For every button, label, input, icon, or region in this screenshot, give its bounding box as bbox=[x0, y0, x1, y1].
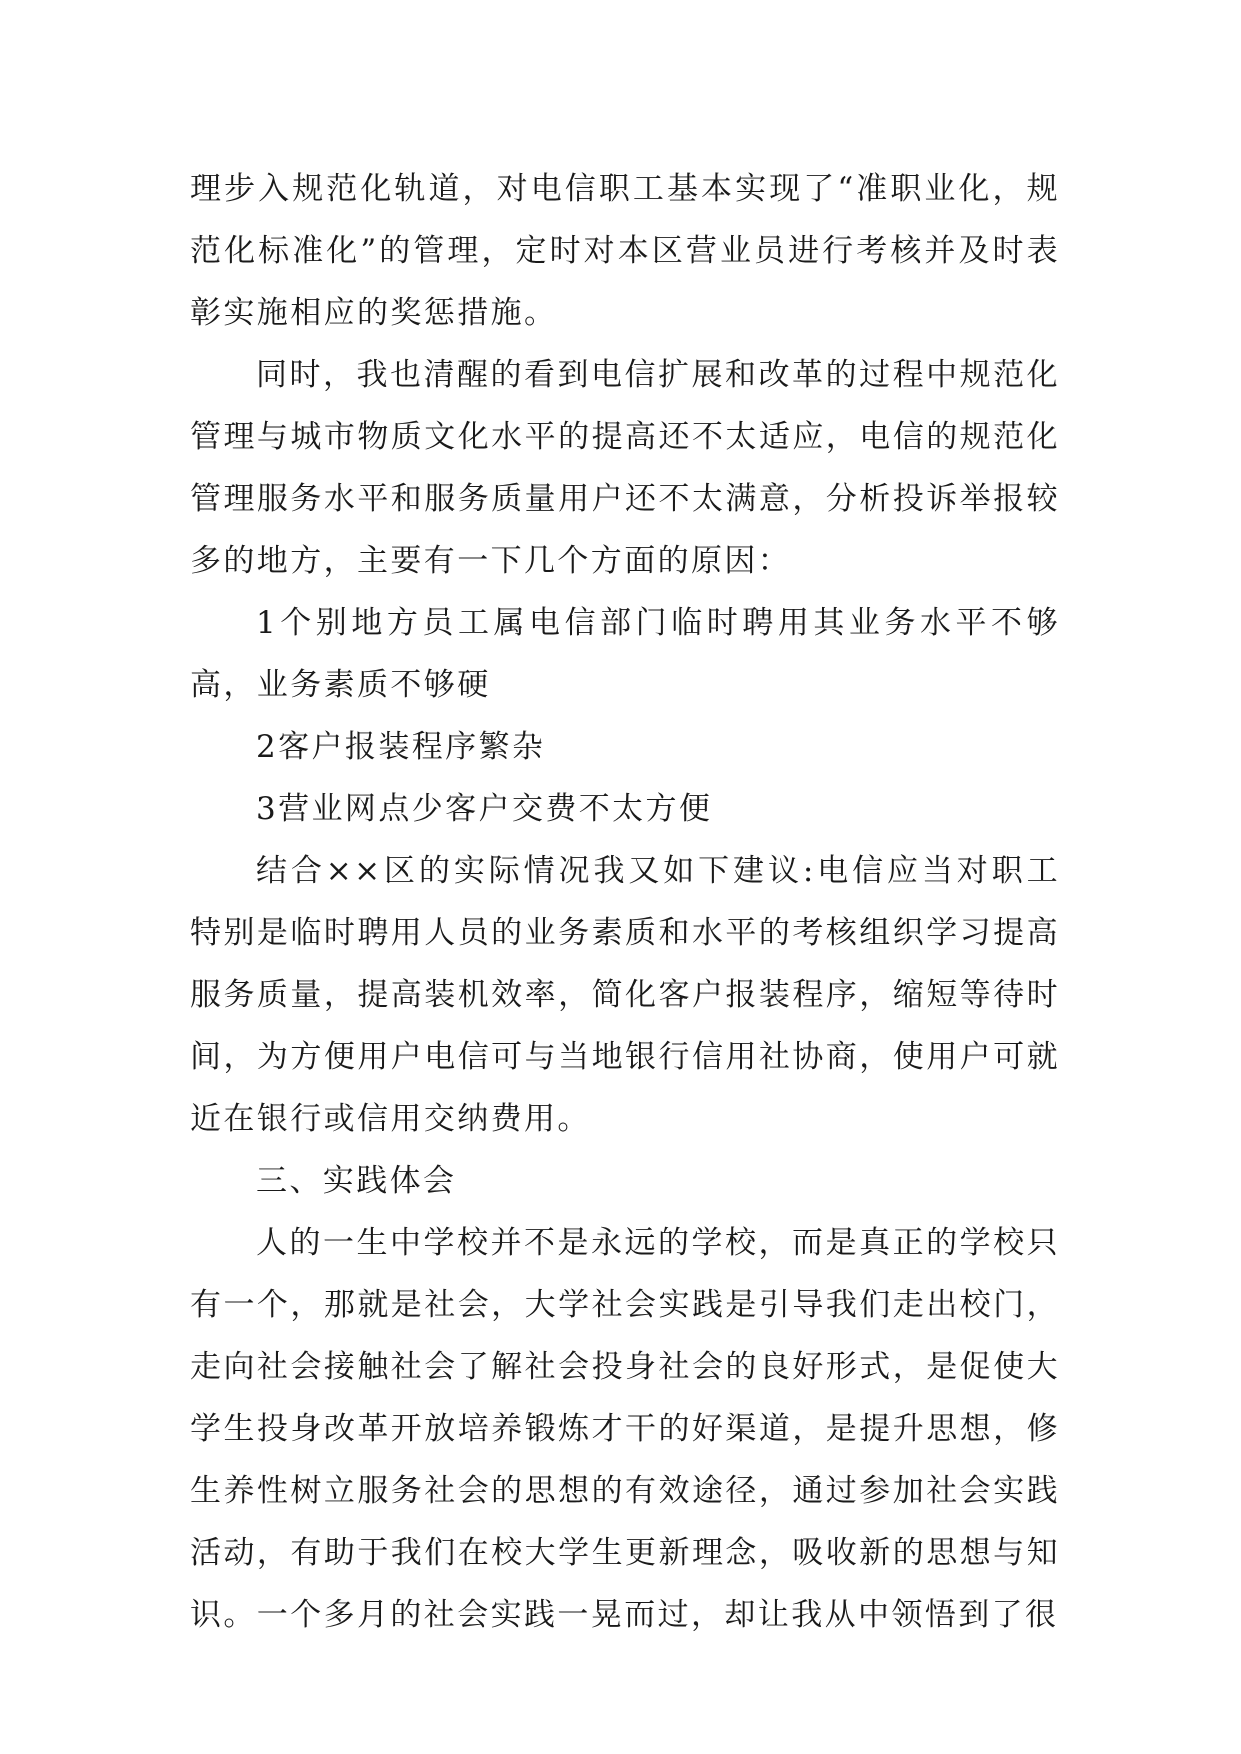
paragraph-experience: 人的一生中学校并不是永远的学校，而是真正的学校只有一个，那就是社会，大学社会实践是引导我们走出校门，走向社会接触社会了解社会投身社会的良好形式，是促使大学生投身改革开放培养锻炼才干的好渠道，是提升思想，修生养性树立服务社会的思想的有效途径，通过参加社会实践活动，有助于我们在校大学生更新理念，吸收新的思想与知识。一个多月的社会实践一晃而过，却让我从中领悟到了很 bbox=[190, 1225, 1060, 1633]
paragraph-reason-3: 3营业网点少客户交费不太方便 bbox=[256, 791, 713, 827]
paragraph-reason-2: 2客户报装程序繁杂 bbox=[256, 729, 546, 765]
paragraph-continued: 理步入规范化轨道，对电信职工基本实现了“准职业化，规范化标准化”的管理，定时对本区营业员进行考核并及时表彰实施相应的奖惩措施。 bbox=[190, 171, 1060, 331]
paragraph-problems-intro: 同时，我也清醒的看到电信扩展和改革的过程中规范化管理与城市物质文化水平的提高还不太适应，电信的规范化管理服务水平和服务质量用户还不太满意，分析投诉举报较多的地方，主要有一下几个方面的原因： bbox=[190, 357, 1060, 579]
section-heading-practice-experience: 三、实践体会 bbox=[256, 1163, 457, 1199]
paragraph-reason-1: 1个别地方员工属电信部门临时聘用其业务水平不够高，业务素质不够硬 bbox=[190, 605, 1060, 703]
document-body bbox=[190, 158, 1060, 1646]
paragraph-suggestions: 结合××区的实际情况我又如下建议:电信应当对职工特别是临时聘用人员的业务素质和水平的考核组织学习提高服务质量，提高装机效率，简化客户报装程序，缩短等待时间，为方便用户电信可与当地银行信用社协商，使用户可就近在银行或信用交纳费用。 bbox=[190, 853, 1060, 1137]
